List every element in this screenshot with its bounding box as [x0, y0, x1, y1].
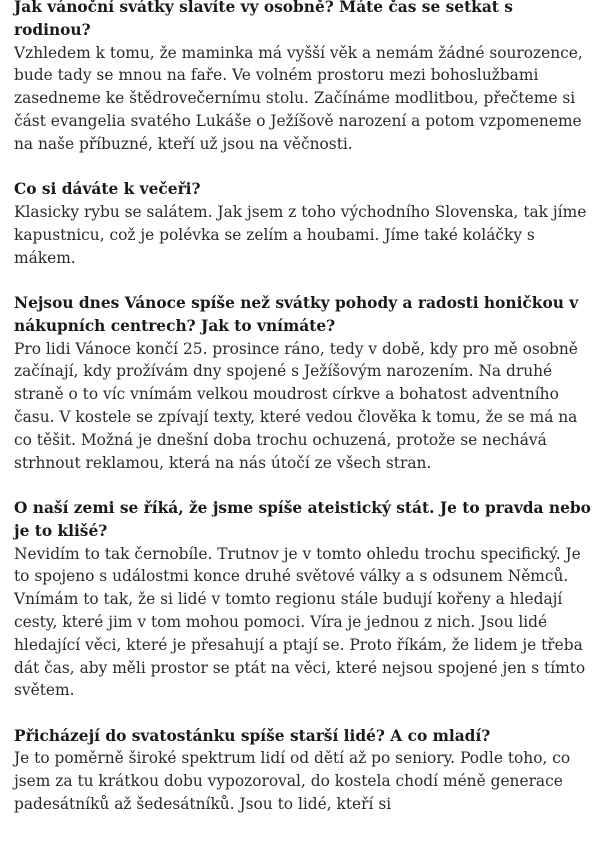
question-heading: Nejsou dnes Vánoce spíše než svátky pohody a radosti honičkou v nákupních centrech? Jak to vnímáte?	[14, 293, 579, 335]
answer-paragraph: Je to poměrně široké spektrum lidí od dětí až po seniory. Podle toho, co jsem za tu krátkou dobu vypozoroval, do kostela chodí méně generace padesátníků až šedesátníků. Jsou to lidé, kteří si	[14, 749, 571, 814]
qa-block-dinner	[14, 178, 594, 269]
qa-block-shopping	[14, 292, 594, 474]
answer-paragraph: Pro lidi Vánoce končí 25. prosince ráno, tedy v době, kdy pro mě osobně začínají, kdy prožívám dny spojené s Ježíšovým narozením. Na druhé straně o to víc vnímám velkou moudrost církve a bohatost adventního času. V kostele se zpívají texty, které vedou člověka k tomu, že se má na co těšit. Možná je dnešní doba trochu ochuzená, protože se nechává strhnout reklamou, která na nás útočí ze všech stran.	[14, 339, 578, 472]
qa-block-atheism	[14, 497, 594, 702]
answer-paragraph: Klasicky rybu se salátem. Jak jsem z toho východního Slovenska, tak jíme kapustnicu, což je polévka se zelím a houbami. Jíme také koláčky s mákem.	[14, 202, 587, 267]
qa-block-family	[14, 0, 594, 156]
qa-block-visitors	[14, 725, 594, 816]
question-heading: Jak vánoční svátky slavíte vy osobně? Máte čas se setkat s rodinou?	[14, 0, 513, 39]
answer-paragraph: Vzhledem k tomu, že maminka má vyšší věk a nemám žádné sourozence, bude tady se mnou na faře. Ve volném prostoru mezi bohoslužbami zasedneme ke štědrovečernímu stolu. Začínáme modlitbou, přečteme si část evangelia svatého Lukáše o Ježíšově narození a potom vzpomeneme na naše příbuzné, kteří už jsou na věčnosti.	[14, 43, 583, 153]
answer-paragraph: Nevidím to tak černobíle. Trutnov je v tomto ohledu trochu specifický. Je to spojeno s událostmi konce druhé světové války a s odsunem Němců. Vnímám to tak, že si lidé v tomto regionu stále budují kořeny a hledají cesty, které jim v tom mohou pomoci. Víra je jednou z nich. Jsou lidé hledající věci, které je přesahují a ptají se. Proto říkám, že lidem je třeba dát čas, aby měli prostor se ptát na věci, které nejsou spojené jen s tímto světem.	[14, 544, 586, 700]
question-heading: Co si dáváte k večeři?	[14, 180, 201, 199]
question-heading: Přicházejí do svatostánku spíše starší lidé? A co mladí?	[14, 726, 491, 745]
question-heading: O naší zemi se říká, že jsme spíše ateistický stát. Je to pravda nebo je to klišé?	[14, 498, 591, 540]
article-body	[14, 0, 594, 838]
